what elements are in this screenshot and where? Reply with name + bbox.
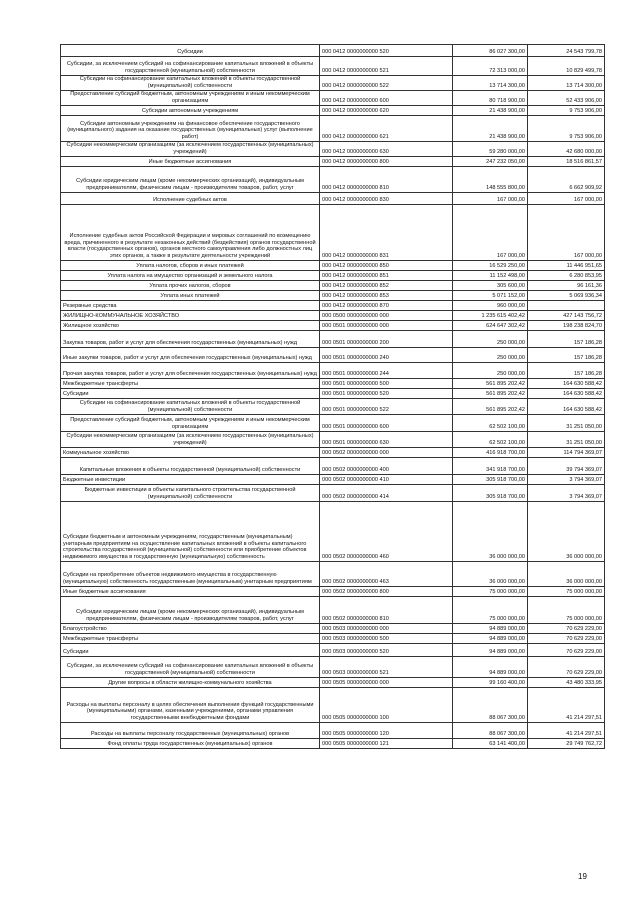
row-code: 000 0503 0000000000 000 — [320, 624, 453, 634]
row-code: 000 0412 0000000000 621 — [320, 116, 453, 142]
row-assigned-value: 250 000,00 — [453, 331, 528, 348]
row-executed-value: 157 186,28 — [528, 331, 605, 348]
row-code: 000 0503 0000000000 521 — [320, 657, 453, 678]
row-code: 000 0412 0000000000 852 — [320, 281, 453, 291]
row-assigned-value: 167 000,00 — [453, 205, 528, 261]
row-assigned-value: 561 895 202,42 — [453, 379, 528, 389]
row-executed-value: 198 238 824,70 — [528, 321, 605, 331]
row-code: 000 0502 0000000000 000 — [320, 448, 453, 458]
table-row — [61, 142, 605, 157]
row-assigned-value: 59 280 000,00 — [453, 142, 528, 157]
row-executed-value: 157 186,28 — [528, 363, 605, 379]
row-assigned-value: 94 889 000,00 — [453, 644, 528, 657]
row-name: Субсидии некоммерческим организациям (за исключением государственных (муниципальных) учреждений) — [61, 142, 320, 157]
row-code: 000 0501 0000000000 520 — [320, 389, 453, 399]
row-code: 000 0502 0000000000 410 — [320, 475, 453, 485]
row-name: Прочая закупка товаров, работ и услуг для обеспечения государственных (муниципальных) нужд — [61, 363, 320, 379]
row-code: 000 0412 0000000000 851 — [320, 271, 453, 281]
row-assigned-value: 62 502 100,00 — [453, 432, 528, 448]
row-name: Предоставление субсидий бюджетным, автономным учреждениям и иным некоммерческим организациям — [61, 91, 320, 106]
row-executed-value: 164 630 588,42 — [528, 389, 605, 399]
row-code: 000 0412 0000000000 521 — [320, 57, 453, 76]
table-row — [61, 502, 605, 562]
table-row — [61, 485, 605, 502]
row-executed-value: 41 214 297,51 — [528, 723, 605, 739]
table-row — [61, 723, 605, 739]
row-name: Бюджетные инвестиции в объекты капитального строительства государственной (муниципальной) собственности — [61, 485, 320, 502]
table-row — [61, 281, 605, 291]
row-name: Субсидии юридическим лицам (кроме некоммерческих организаций), индивидуальным предпринимателям, физическим лицам - производителям товаров, работ, услуг — [61, 597, 320, 624]
row-code: 000 0412 0000000000 810 — [320, 167, 453, 193]
row-executed-value: 70 629 229,00 — [528, 644, 605, 657]
row-name: Коммунальное хозяйство — [61, 448, 320, 458]
row-assigned-value: 21 438 900,00 — [453, 106, 528, 116]
table-row — [61, 301, 605, 311]
budget-table-body — [61, 45, 605, 749]
row-name: Субсидии автономным учреждениям — [61, 106, 320, 116]
row-executed-value: 157 186,28 — [528, 348, 605, 363]
row-assigned-value: 86 027 300,00 — [453, 45, 528, 57]
table-row — [61, 458, 605, 475]
table-row — [61, 389, 605, 399]
table-row — [61, 331, 605, 348]
row-assigned-value: 94 889 000,00 — [453, 624, 528, 634]
table-row — [61, 587, 605, 597]
row-code: 000 0412 0000000000 620 — [320, 106, 453, 116]
budget-table — [60, 44, 605, 749]
row-name: Капитальные вложения в объекты государственной (муниципальной) собственности — [61, 458, 320, 475]
row-executed-value: 5 069 936,34 — [528, 291, 605, 301]
row-code: 000 0412 0000000000 800 — [320, 157, 453, 167]
row-code: 000 0412 0000000000 850 — [320, 261, 453, 271]
row-assigned-value: 250 000,00 — [453, 363, 528, 379]
row-executed-value: 114 794 369,07 — [528, 448, 605, 458]
row-code: 000 0412 0000000000 853 — [320, 291, 453, 301]
row-assigned-value: 624 647 302,42 — [453, 321, 528, 331]
row-assigned-value: 75 000 000,00 — [453, 597, 528, 624]
table-row — [61, 167, 605, 193]
row-code: 000 0412 0000000000 630 — [320, 142, 453, 157]
table-row — [61, 76, 605, 91]
row-executed-value: 36 000 000,00 — [528, 562, 605, 587]
table-row — [61, 311, 605, 321]
row-assigned-value: 99 160 400,00 — [453, 678, 528, 688]
row-name: Исполнение судебных актов Российской Федерации и мировых соглашений по возмещению вреда, причиненного в результате незаконных действий (бездействия) органов государственной власти (государственных органов), органов местного самоуправления либо должностных лиц этих органов, а также в результате деятельности учреждений — [61, 205, 320, 261]
row-executed-value: 164 630 588,42 — [528, 399, 605, 415]
table-row — [61, 688, 605, 723]
row-assigned-value: 305 918 700,00 — [453, 485, 528, 502]
table-row — [61, 205, 605, 261]
row-code: 000 0502 0000000000 800 — [320, 587, 453, 597]
row-executed-value: 9 753 906,00 — [528, 106, 605, 116]
row-name: Субсидии на приобретение объектов недвижимого имущества в государственную (муниципальную) собственность государственным (муниципальным) унитарным предприятиям — [61, 562, 320, 587]
row-assigned-value: 80 718 900,00 — [453, 91, 528, 106]
row-assigned-value: 5 071 152,00 — [453, 291, 528, 301]
row-name: Уплата налога на имущество организаций и земельного налога — [61, 271, 320, 281]
row-code: 000 0501 0000000000 522 — [320, 399, 453, 415]
row-name: Субсидии юридическим лицам (кроме некоммерческих организаций), индивидуальным предпринимателям, физическим лицам - производителям товаров, работ, услуг — [61, 167, 320, 193]
row-name: Благоустройство — [61, 624, 320, 634]
table-row — [61, 415, 605, 432]
row-name: Субсидии — [61, 45, 320, 57]
table-row — [61, 657, 605, 678]
row-executed-value: 24 543 799,78 — [528, 45, 605, 57]
row-assigned-value: 416 918 700,00 — [453, 448, 528, 458]
row-assigned-value: 36 000 000,00 — [453, 502, 528, 562]
row-executed-value: 427 143 756,72 — [528, 311, 605, 321]
row-assigned-value: 13 714 300,00 — [453, 76, 528, 91]
table-row — [61, 57, 605, 76]
table-row — [61, 193, 605, 205]
table-row — [61, 432, 605, 448]
row-executed-value: 13 714 300,00 — [528, 76, 605, 91]
row-executed-value: 70 629 229,00 — [528, 624, 605, 634]
row-code: 000 0412 0000000000 522 — [320, 76, 453, 91]
row-code: 000 0502 0000000000 414 — [320, 485, 453, 502]
row-name: Субсидии, за исключением субсидий на софинансирование капитальных вложений в объекты государственной (муниципальной) собственности — [61, 57, 320, 76]
row-executed-value: 18 516 861,57 — [528, 157, 605, 167]
row-name: Иные закупки товаров, работ и услуг для обеспечения государственных (муниципальных) нужд — [61, 348, 320, 363]
table-row — [61, 106, 605, 116]
row-name: Бюджетные инвестиции — [61, 475, 320, 485]
row-assigned-value: 36 000 000,00 — [453, 562, 528, 587]
row-assigned-value: 561 895 202,42 — [453, 399, 528, 415]
row-code: 000 0501 0000000000 500 — [320, 379, 453, 389]
row-code: 000 0502 0000000000 463 — [320, 562, 453, 587]
row-executed-value: 10 829 499,78 — [528, 57, 605, 76]
row-code: 000 0500 0000000000 000 — [320, 311, 453, 321]
row-executed-value: 39 794 369,07 — [528, 458, 605, 475]
row-assigned-value: 1 235 615 402,42 — [453, 311, 528, 321]
table-row — [61, 597, 605, 624]
row-executed-value: 41 214 297,51 — [528, 688, 605, 723]
row-executed-value: 31 251 050,00 — [528, 415, 605, 432]
row-name: Межбюджетные трансферты — [61, 634, 320, 644]
table-row — [61, 448, 605, 458]
row-assigned-value: 94 889 000,00 — [453, 657, 528, 678]
row-code: 000 0503 0000000000 500 — [320, 634, 453, 644]
table-row — [61, 363, 605, 379]
table-row — [61, 475, 605, 485]
row-name: Жилищное хозяйство — [61, 321, 320, 331]
row-executed-value: 9 753 906,00 — [528, 116, 605, 142]
row-executed-value — [528, 301, 605, 311]
row-executed-value: 75 000 000,00 — [528, 597, 605, 624]
row-assigned-value: 305 918 700,00 — [453, 475, 528, 485]
row-executed-value: 31 251 050,00 — [528, 432, 605, 448]
table-row — [61, 291, 605, 301]
row-executed-value: 70 629 229,00 — [528, 634, 605, 644]
row-assigned-value: 561 895 202,42 — [453, 389, 528, 399]
row-assigned-value: 16 529 250,00 — [453, 261, 528, 271]
row-code: 000 0502 0000000000 460 — [320, 502, 453, 562]
row-code: 000 0501 0000000000 600 — [320, 415, 453, 432]
row-name: Другие вопросы в области жилищно-коммунального хозяйства — [61, 678, 320, 688]
row-name: Субсидии — [61, 389, 320, 399]
row-assigned-value: 21 438 900,00 — [453, 116, 528, 142]
row-assigned-value: 148 555 800,00 — [453, 167, 528, 193]
row-name: Расходы на выплаты персоналу в целях обеспечения выполнения функций государственными (муниципальными) органами, казенными учреждениями, органами управления государственными внебюджетными фондами — [61, 688, 320, 723]
row-executed-value: 29 749 762,72 — [528, 739, 605, 749]
table-row — [61, 321, 605, 331]
row-code: 000 0502 0000000000 400 — [320, 458, 453, 475]
row-assigned-value: 62 502 100,00 — [453, 415, 528, 432]
row-name: Субсидии некоммерческим организациям (за исключением государственных (муниципальных) учреждений) — [61, 432, 320, 448]
row-executed-value: 96 161,36 — [528, 281, 605, 291]
row-executed-value: 11 446 951,65 — [528, 261, 605, 271]
row-name: Уплата прочих налогов, сборов — [61, 281, 320, 291]
row-assigned-value: 72 313 000,00 — [453, 57, 528, 76]
row-assigned-value: 75 000 000,00 — [453, 587, 528, 597]
row-assigned-value: 960 000,00 — [453, 301, 528, 311]
row-executed-value: 42 680 000,00 — [528, 142, 605, 157]
table-row — [61, 562, 605, 587]
row-code: 000 0503 0000000000 520 — [320, 644, 453, 657]
table-row — [61, 91, 605, 106]
row-code: 000 0505 0000000000 121 — [320, 739, 453, 749]
row-code: 000 0412 0000000000 830 — [320, 193, 453, 205]
row-code: 000 0501 0000000000 630 — [320, 432, 453, 448]
row-assigned-value: 167 000,00 — [453, 193, 528, 205]
row-name: Межбюджетные трансферты — [61, 379, 320, 389]
row-name: Субсидии, за исключением субсидий на софинансирование капитальных вложений в объекты государственной (муниципальной) собственности — [61, 657, 320, 678]
table-row — [61, 116, 605, 142]
table-row — [61, 271, 605, 281]
row-code: 000 0412 0000000000 831 — [320, 205, 453, 261]
row-executed-value: 167 000,00 — [528, 205, 605, 261]
row-code: 000 0502 0000000000 810 — [320, 597, 453, 624]
table-row — [61, 634, 605, 644]
row-assigned-value: 88 067 300,00 — [453, 688, 528, 723]
page-number: 19 — [578, 872, 587, 881]
row-assigned-value: 247 232 050,00 — [453, 157, 528, 167]
table-row — [61, 399, 605, 415]
row-code: 000 0412 0000000000 870 — [320, 301, 453, 311]
row-name: Иные бюджетные ассигнования — [61, 157, 320, 167]
table-row — [61, 348, 605, 363]
row-executed-value: 43 480 333,95 — [528, 678, 605, 688]
table-row — [61, 45, 605, 57]
row-executed-value: 75 000 000,00 — [528, 587, 605, 597]
row-executed-value: 3 794 369,07 — [528, 485, 605, 502]
row-code: 000 0505 0000000000 000 — [320, 678, 453, 688]
row-assigned-value: 94 889 000,00 — [453, 634, 528, 644]
row-executed-value: 70 629 229,00 — [528, 657, 605, 678]
table-row — [61, 678, 605, 688]
row-name: Резервные средства — [61, 301, 320, 311]
row-name: Субсидии автономным учреждениям на финансовое обеспечение государственного (муниципального) задания на оказание государственных (муниципальных) услуг (выполнение работ) — [61, 116, 320, 142]
row-name: Исполнение судебных актов — [61, 193, 320, 205]
row-code: 000 0501 0000000000 240 — [320, 348, 453, 363]
row-assigned-value: 88 067 300,00 — [453, 723, 528, 739]
row-assigned-value: 341 918 700,00 — [453, 458, 528, 475]
row-name: Фонд оплаты труда государственных (муниципальных) органов — [61, 739, 320, 749]
row-executed-value: 52 433 906,00 — [528, 91, 605, 106]
table-row — [61, 157, 605, 167]
row-code: 000 0501 0000000000 200 — [320, 331, 453, 348]
row-name: Иные бюджетные ассигнования — [61, 587, 320, 597]
table-row — [61, 624, 605, 634]
row-code: 000 0505 0000000000 100 — [320, 688, 453, 723]
row-name: Расходы на выплаты персоналу государственных (муниципальных) органов — [61, 723, 320, 739]
row-name: Субсидии на софинансирование капитальных вложений в объекты государственной (муниципальной) собственности — [61, 399, 320, 415]
row-name: Субсидии — [61, 644, 320, 657]
row-name: Уплата иных платежей — [61, 291, 320, 301]
row-executed-value: 167 000,00 — [528, 193, 605, 205]
row-code: 000 0501 0000000000 000 — [320, 321, 453, 331]
table-row — [61, 379, 605, 389]
table-row — [61, 261, 605, 271]
row-code: 000 0501 0000000000 244 — [320, 363, 453, 379]
row-assigned-value: 63 141 400,00 — [453, 739, 528, 749]
row-executed-value: 164 630 588,42 — [528, 379, 605, 389]
row-executed-value: 3 794 369,07 — [528, 475, 605, 485]
row-assigned-value: 250 000,00 — [453, 348, 528, 363]
row-assigned-value: 11 152 498,00 — [453, 271, 528, 281]
row-name: Субсидии на софинансирование капитальных вложений в объекты государственной (муниципальной) собственности — [61, 76, 320, 91]
row-assigned-value: 305 600,00 — [453, 281, 528, 291]
row-name: Уплата налогов, сборов и иных платежей — [61, 261, 320, 271]
row-name: ЖИЛИЩНО-КОММУНАЛЬНОЕ ХОЗЯЙСТВО — [61, 311, 320, 321]
row-code: 000 0412 0000000000 600 — [320, 91, 453, 106]
row-executed-value: 36 000 000,00 — [528, 502, 605, 562]
row-name: Субсидии бюджетным и автономным учреждениям, государственным (муниципальным) унитарным предприятиям на осуществление капитальных вложений в объекты капитального строительства государственной (муниципальной) собственности или приобретение объектов недвижимого имущества в государственную (муниципальную) собственность — [61, 502, 320, 562]
row-name: Закупка товаров, работ и услуг для обеспечения государственных (муниципальных) нужд — [61, 331, 320, 348]
table-row — [61, 739, 605, 749]
table-row — [61, 644, 605, 657]
row-code: 000 0505 0000000000 120 — [320, 723, 453, 739]
row-executed-value: 6 280 853,95 — [528, 271, 605, 281]
row-name: Предоставление субсидий бюджетным, автономным учреждениям и иным некоммерческим организациям — [61, 415, 320, 432]
row-code: 000 0412 0000000000 520 — [320, 45, 453, 57]
row-executed-value: 6 662 909,92 — [528, 167, 605, 193]
